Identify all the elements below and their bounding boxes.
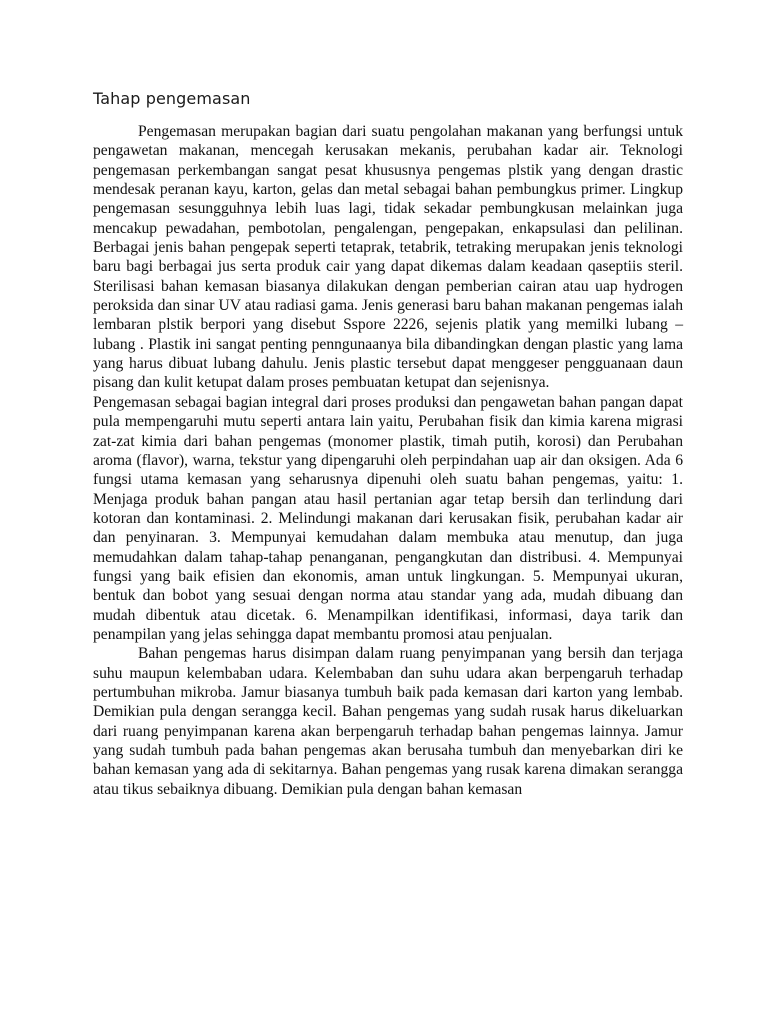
paragraph-2: Pengemasan sebagai bagian integral dari proses produksi dan pengawetan bahan pangan dapat pula mempengaruhi mutu seperti antara lain yaitu, Perubahan fisik dan kimia karena migrasi zat-zat kimia dari bahan pengemas (monomer plastik, timah putih, korosi) dan Perubahan aroma (flavor), warna, tekstur yang dipengaruhi oleh perpindahan uap air dan oksigen. Ada 6 fungsi utama kemasan yang seharusnya dipenuhi oleh suatu bahan pengemas, yaitu: 1. Menjaga produk bahan pangan atau hasil pertanian agar tetap bersih dan terlindung dari kotoran dan kontaminasi. 2. Melindungi makanan dari kerusakan fisik, perubahan kadar air dan penyinaran. 3. Mempunyai kemudahan dalam membuka atau menutup, dan juga memudahkan dalam tahap-tahap penanganan, pengangkutan dan distribusi. 4. Mempunyai fungsi yang baik efisien dan ekonomis, aman untuk lingkungan. 5. Mempunyai ukuran, bentuk dan bobot yang sesuai dengan norma atau standar yang ada, mudah dibuang dan mudah dibentuk atau dicetak. 6. Menampilkan identifikasi, informasi, daya tarik dan penampilan yang jelas sehingga dapat membantu promosi atau penjualan. bbox=[93, 393, 683, 643]
document-heading: Tahap pengemasan bbox=[93, 89, 251, 108]
document-body bbox=[93, 122, 683, 799]
paragraph-1: Pengemasan merupakan bagian dari suatu pengolahan makanan yang berfungsi untuk pengawetan makanan, mencegah kerusakan mekanis, perubahan kadar air. Teknologi pengemasan perkembangan sangat pesat khususnya pengemas plstik yang dengan drastic mendesak peranan kayu, karton, gelas dan metal sebagai bahan pembungkus primer. Lingkup pengemasan sesungguhnya lebih luas lagi, tidak sekadar pembungkusan melainkan juga mencakup pewadahan, pembotolan, pengalengan, pengepakan, enkapsulasi dan pelilinan. Berbagai jenis bahan pengepak seperti tetaprak, tetabrik, tetraking merupakan jenis teknologi baru bagi berbagai jus serta produk cair yang dapat dikemas dalam keadaan qaseptiis steril. Sterilisasi bahan kemasan biasanya dilakukan dengan pemberian cairan atau uap hydrogen peroksida dan sinar UV atau radiasi gama. Jenis generasi baru bahan makanan pengemas ialah lembaran plstik berpori yang disebut Sspore 2226, sejenis platik yang memilki lubang – lubang . Plastik ini sangat penting penngunaanya bila dibandingkan dengan plastic yang lama yang harus dibuat lubang dahulu. Jenis plastic tersebut dapat menggeser pengguanaan daun pisang dan kulit ketupat dalam proses pembuatan ketupat dan sejenisnya. bbox=[93, 123, 683, 392]
paragraph-3: Bahan pengemas harus disimpan dalam ruang penyimpanan yang bersih dan terjaga suhu maupun kelembaban udara. Kelembaban dan suhu udara akan berpengaruh terhadap pertumbuhan mikroba. Jamur biasanya tumbuh baik pada kemasan dari karton yang lembab. Demikian pula dengan serangga kecil. Bahan pengemas yang sudah rusak harus dikeluarkan dari ruang penyimpanan karena akan berpengaruh terhadap bahan pengemas lainnya. Jamur yang sudah tumbuh pada bahan pengemas akan berusaha tumbuh dan menyebarkan diri ke bahan kemasan yang ada di sekitarnya. Bahan pengemas yang rusak karena dimakan serangga atau tikus sebaiknya dibuang. Demikian pula dengan bahan kemasan bbox=[93, 645, 683, 798]
